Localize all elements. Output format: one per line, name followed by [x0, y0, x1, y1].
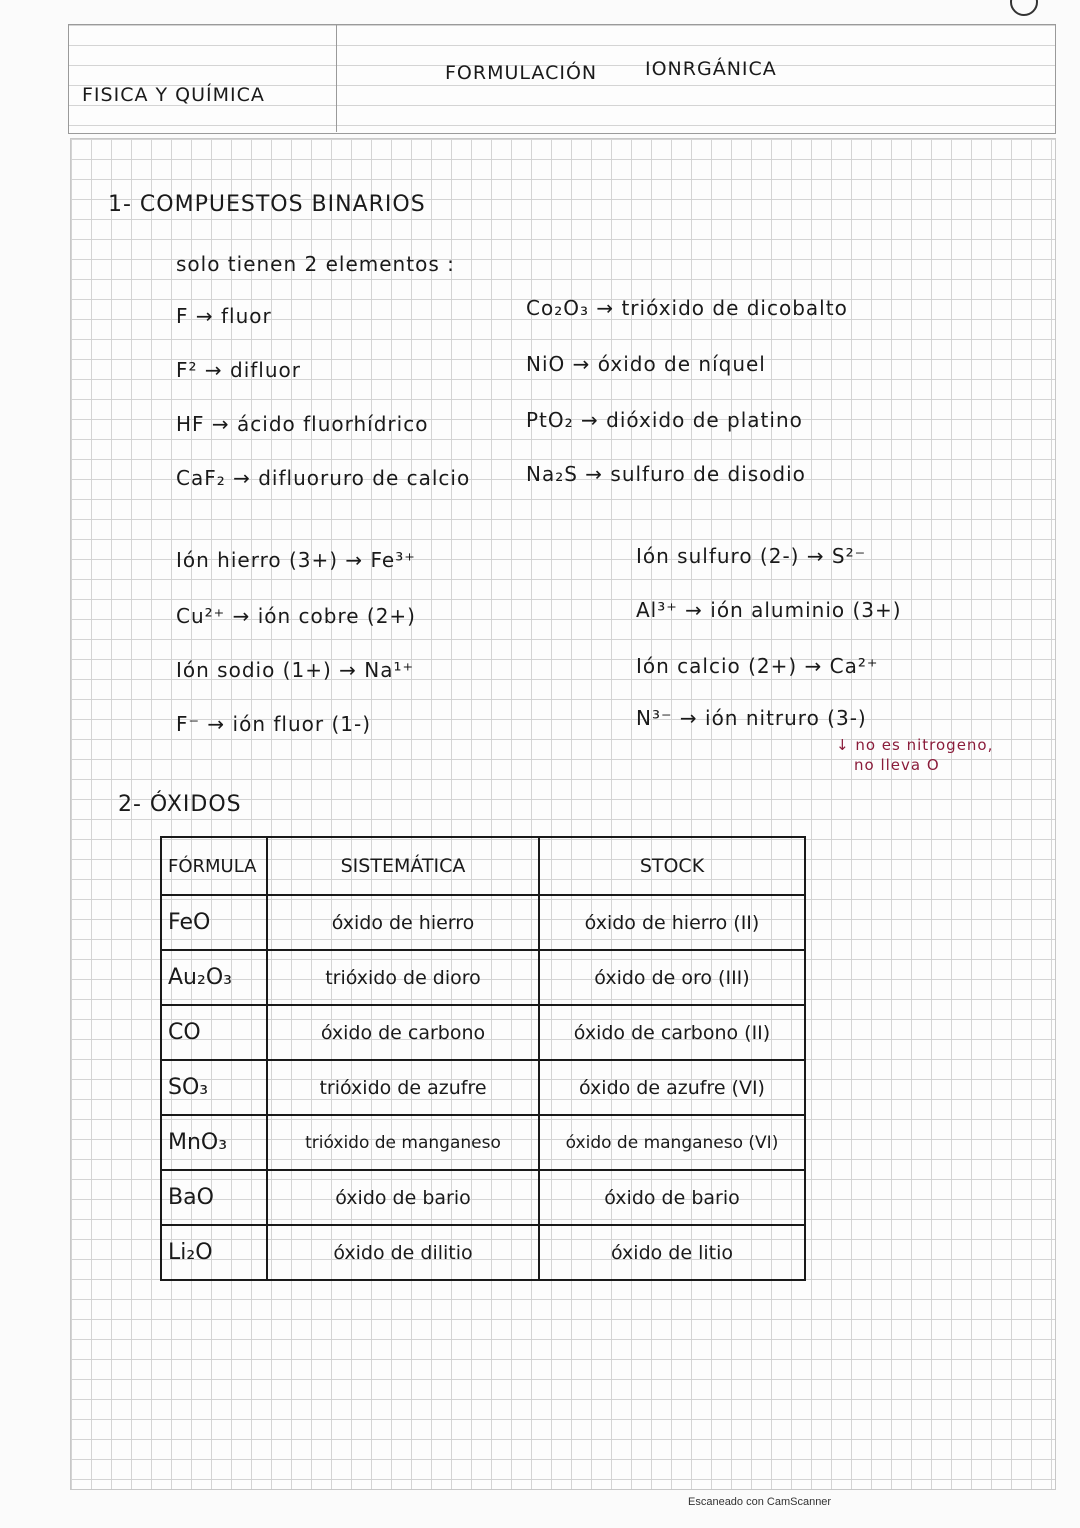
left-item-3: HF → ácido fluorhídrico: [176, 412, 429, 436]
stock-cell: óxido de manganeso (VI): [539, 1115, 805, 1170]
stock-cell: óxido de hierro (II): [539, 895, 805, 950]
stock-cell: óxido de carbono (II): [539, 1005, 805, 1060]
ion-left-3: Ión sodio (1+) → Na¹⁺: [176, 658, 415, 682]
header-stock: STOCK: [539, 837, 805, 895]
table-row: [161, 1060, 805, 1115]
table-row: [161, 895, 805, 950]
ion-left-4: F⁻ → ión fluor (1-): [176, 712, 371, 736]
header-formula: FÓRMULA: [161, 837, 267, 895]
right-item-4: Na₂S → sulfuro de disodio: [526, 462, 806, 486]
table-row: [161, 950, 805, 1005]
ion-right-1: Ión sulfuro (2-) → S²⁻: [636, 544, 867, 568]
stock-cell: óxido de oro (III): [539, 950, 805, 1005]
systematic-cell: óxido de hierro: [267, 895, 539, 950]
section-2-title: 2- ÓXIDOS: [118, 792, 242, 817]
right-item-1: Co₂O₃ → trióxido de dicobalto: [526, 296, 848, 320]
systematic-cell: trióxido de manganeso: [267, 1115, 539, 1170]
right-item-2: NiO → óxido de níquel: [526, 352, 766, 376]
note-line-1: ↓ no es nitrogeno,: [836, 736, 994, 754]
formula-cell: BaO: [161, 1170, 267, 1225]
table-row: [161, 1115, 805, 1170]
ion-right-4: N³⁻ → ión nitruro (3-): [636, 706, 867, 730]
subject-label: FISICA Y QUÍMICA: [82, 84, 265, 106]
ion-right-3: Ión calcio (2+) → Ca²⁺: [636, 654, 879, 678]
stock-cell: óxido de azufre (VI): [539, 1060, 805, 1115]
formula-cell: SO₃: [161, 1060, 267, 1115]
table-row: [161, 1170, 805, 1225]
header-systematic: SISTEMÁTICA: [267, 837, 539, 895]
header-divider: [336, 24, 337, 132]
formula-cell: CO: [161, 1005, 267, 1060]
stock-cell: óxido de litio: [539, 1225, 805, 1280]
oxides-table: [160, 836, 806, 1281]
ion-left-1: Ión hierro (3+) → Fe³⁺: [176, 548, 416, 572]
systematic-cell: trióxido de dioro: [267, 950, 539, 1005]
topic-label-2: IONRGÁNICA: [645, 58, 777, 80]
topic-label-1: FORMULACIÓN: [445, 62, 598, 84]
systematic-cell: óxido de carbono: [267, 1005, 539, 1060]
section-1-intro: solo tienen 2 elementos :: [176, 252, 455, 276]
scanner-footer: Escaneado con CamScanner: [688, 1496, 832, 1508]
formula-cell: Au₂O₃: [161, 950, 267, 1005]
corner-circle-icon: [1010, 0, 1038, 16]
systematic-cell: óxido de dilitio: [267, 1225, 539, 1280]
formula-cell: FeO: [161, 895, 267, 950]
section-1-title: 1- COMPUESTOS BINARIOS: [108, 192, 426, 217]
formula-cell: Li₂O: [161, 1225, 267, 1280]
right-item-3: PtO₂ → dióxido de platino: [526, 408, 803, 432]
systematic-cell: óxido de bario: [267, 1170, 539, 1225]
formula-cell: MnO₃: [161, 1115, 267, 1170]
table-row: [161, 1225, 805, 1280]
systematic-cell: trióxido de azufre: [267, 1060, 539, 1115]
left-item-4: CaF₂ → difluoruro de calcio: [176, 466, 471, 490]
table-header-row: [161, 837, 805, 895]
ion-right-2: Al³⁺ → ión aluminio (3+): [636, 598, 902, 622]
note-line-2: no lleva O: [854, 756, 940, 774]
stock-cell: óxido de bario: [539, 1170, 805, 1225]
table-row: [161, 1005, 805, 1060]
left-item-2: F² → difluor: [176, 358, 301, 382]
left-item-1: F → fluor: [176, 304, 272, 328]
ion-left-2: Cu²⁺ → ión cobre (2+): [176, 604, 416, 628]
